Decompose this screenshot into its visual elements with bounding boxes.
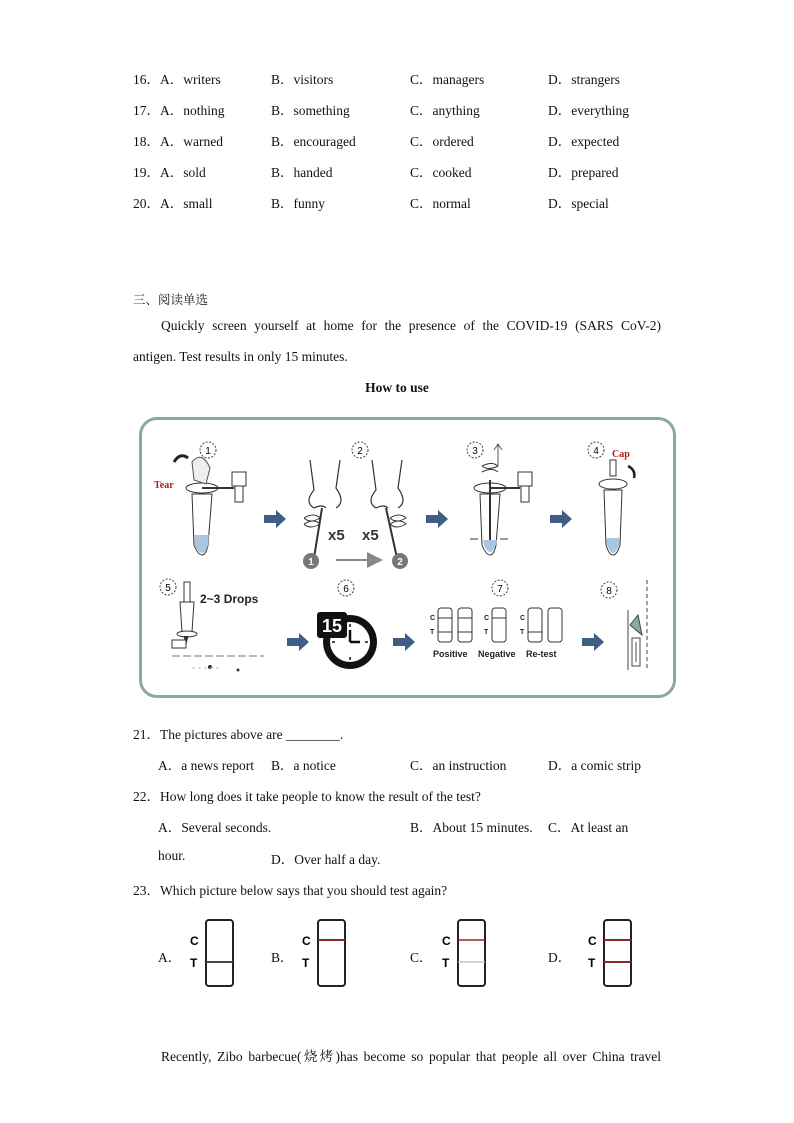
svg-text:C: C — [190, 934, 199, 948]
option-a: A．nothing — [160, 103, 225, 118]
q23-label-c: C． — [410, 950, 433, 965]
option-c: C．normal — [410, 196, 471, 211]
passage-line-1: Quickly screen yourself at home for the presence of the COVID-19 (SARS CoV-2) — [161, 318, 661, 333]
q21-options — [133, 754, 693, 774]
svg-text:C: C — [302, 934, 311, 948]
cap-label: Cap — [612, 449, 630, 460]
q23-stem: 23．Which picture below says that you should test again? — [133, 883, 448, 898]
svg-text:3: 3 — [472, 446, 478, 457]
timer-icon — [317, 612, 377, 669]
option-b: B．handed — [271, 165, 333, 180]
question-number: 19． — [133, 165, 160, 180]
svg-text:1: 1 — [205, 446, 211, 457]
step-4-badge — [588, 442, 604, 458]
question-number: 17． — [133, 103, 160, 118]
question-number: 16． — [133, 72, 160, 87]
q22-option-b: B．About 15 minutes. — [410, 820, 533, 835]
tear-label: Tear — [154, 480, 174, 491]
svg-text:C: C — [520, 615, 526, 622]
cassette-negative — [484, 608, 506, 642]
option-c: C．cooked — [410, 165, 472, 180]
option-c: C．managers — [410, 72, 485, 87]
q21-option-a: A．a news report — [158, 758, 254, 773]
step-8-disposal — [628, 580, 647, 670]
x5-label-left: x5 — [328, 527, 345, 544]
q23-cassette-c — [438, 918, 490, 990]
question-17 — [133, 99, 693, 119]
timer-minutes: 15 — [321, 616, 343, 636]
question-19 — [133, 161, 693, 181]
step-6-badge — [338, 580, 354, 596]
option-b: B．funny — [271, 196, 325, 211]
result-retest-label: Re-test — [526, 649, 557, 659]
q21-option-c: C．an instruction — [410, 758, 507, 773]
option-c: C．anything — [410, 103, 480, 118]
step-4-tube — [599, 449, 634, 555]
step-2-noses — [304, 460, 406, 560]
svg-text:C: C — [442, 934, 451, 948]
step-3-badge — [467, 442, 483, 458]
svg-text:2: 2 — [397, 557, 403, 568]
svg-text:T: T — [588, 956, 596, 970]
q23-label-b: B． — [271, 950, 294, 965]
q21-stem: 21．The pictures above are ________. — [133, 727, 344, 742]
passage-line-2: antigen. Test results in only 15 minutes. — [133, 349, 348, 364]
svg-text:T: T — [430, 629, 435, 636]
option-d: D．everything — [548, 103, 629, 118]
svg-text:C: C — [430, 615, 436, 622]
step-7-badge — [492, 580, 508, 596]
step-3-tube — [470, 444, 532, 555]
q23-label-a: A． — [158, 950, 182, 965]
option-a: A．sold — [160, 165, 206, 180]
svg-text:T: T — [520, 629, 525, 636]
option-d: D．special — [548, 196, 609, 211]
drops-label: 2~3 Drops — [200, 592, 259, 606]
svg-text:C: C — [588, 934, 597, 948]
svg-text:C: C — [484, 615, 490, 622]
option-d: D．prepared — [548, 165, 619, 180]
instruction-illustration — [142, 420, 673, 695]
svg-text:1: 1 — [308, 557, 314, 568]
q22-option-a: A．Several seconds. — [158, 820, 272, 835]
next-passage-line: Recently, Zibo barbecue(烧烤)has become so popular that people all over China travel — [161, 1049, 661, 1064]
q21-option-b: B．a notice — [271, 758, 336, 773]
question-number: 18． — [133, 134, 160, 149]
svg-text:6: 6 — [343, 584, 349, 595]
option-c: C．ordered — [410, 134, 474, 149]
q23-label-d: D． — [548, 950, 572, 965]
section-heading: 三、阅读单选 — [133, 292, 209, 307]
step-8-badge — [601, 582, 617, 598]
option-b: B．encouraged — [271, 134, 356, 149]
passage-intro — [133, 310, 661, 372]
option-d: D．strangers — [548, 72, 620, 87]
step-5-badge — [160, 579, 176, 595]
x5-label-right: x5 — [362, 527, 379, 544]
q22-option-c: C．At least an — [548, 820, 629, 835]
q22-options-line2 — [133, 848, 693, 868]
option-a: A．small — [160, 196, 213, 211]
q23-cassette-d — [584, 918, 636, 990]
svg-text:T: T — [302, 956, 310, 970]
svg-text:4: 4 — [593, 446, 599, 457]
option-a: A．warned — [160, 134, 223, 149]
result-positive-label: Positive — [433, 649, 468, 659]
step-1-tube — [154, 456, 246, 555]
q22-stem: 22．How long does it take people to know the result of the test? — [133, 789, 481, 804]
svg-text:2: 2 — [357, 446, 363, 457]
step-2-badge — [352, 442, 368, 458]
svg-text:7: 7 — [497, 584, 503, 595]
option-b: B．visitors — [271, 72, 334, 87]
q22-options-line1 — [133, 816, 693, 836]
option-d: D．expected — [548, 134, 620, 149]
step-1-badge — [200, 442, 216, 458]
test-instruction-diagram — [139, 417, 676, 698]
result-cassettes — [430, 608, 562, 659]
q22-option-d: D．Over half a day. — [271, 852, 381, 867]
cassette-positive — [430, 608, 472, 642]
q22-option-c-cont: hour. — [158, 848, 186, 863]
result-negative-label: Negative — [478, 649, 516, 659]
q23-cassette-a — [186, 918, 238, 990]
svg-text:T: T — [190, 956, 198, 970]
how-to-use-title: How to use — [365, 380, 429, 395]
question-number: 20． — [133, 196, 160, 211]
cassette-retest — [520, 608, 562, 642]
question-16 — [133, 68, 693, 88]
q21-option-d: D．a comic strip — [548, 758, 641, 773]
svg-text:8: 8 — [606, 586, 612, 597]
q23-cassette-b — [298, 918, 350, 990]
option-a: A．writers — [160, 72, 221, 87]
svg-text:T: T — [442, 956, 450, 970]
svg-text:5: 5 — [165, 583, 171, 594]
option-b: B．something — [271, 103, 350, 118]
svg-text:T: T — [484, 629, 489, 636]
question-20 — [133, 192, 693, 212]
question-18 — [133, 130, 693, 150]
